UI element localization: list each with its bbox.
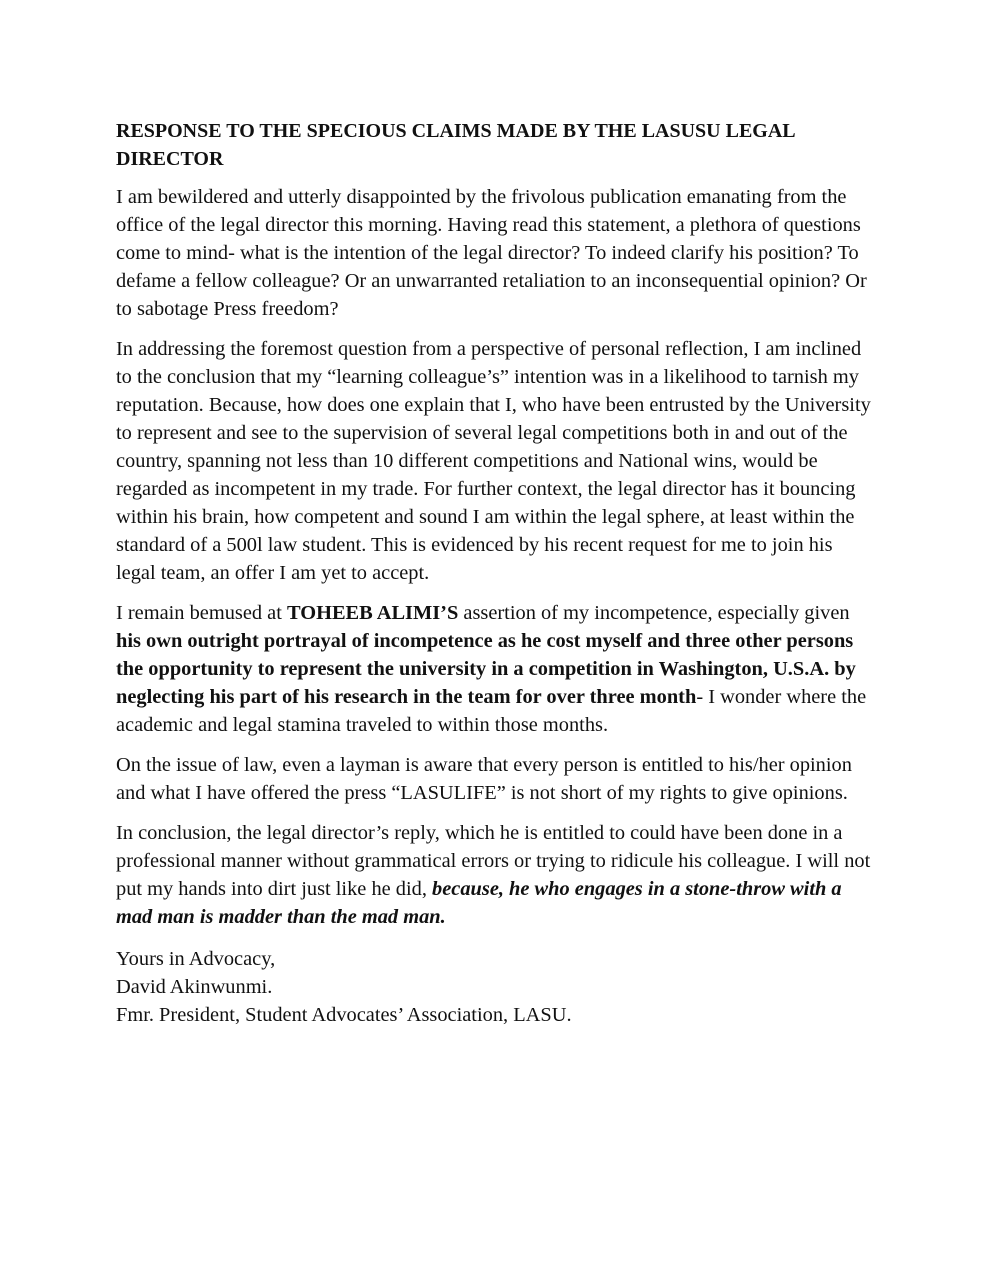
bold-name: TOHEEB ALIMI’S [287,602,459,624]
bold-accusation: his own outright portrayal of incompetence as he cost myself and three other persons the opportunity to represent the university in a competition in Washington, U.S.A. by neglecting his part of his research in the team for over three month [116,630,856,708]
document-title: RESPONSE TO THE SPECIOUS CLAIMS MADE BY THE LASUSU LEGAL DIRECTOR [116,120,795,170]
paragraph-conclusion [116,819,876,931]
paragraph-conclusion-text: In conclusion, the legal director’s reply, which he is entitled to could have been done in a professional manner without grammatical errors or trying to ridicule his colleague. I will not put my hands into dirt just like he did, [116,822,871,900]
paragraph-incompetence [116,599,876,739]
paragraph-intro: I am bewildered and utterly disappointed by the frivolous publication emanating from the office of the legal director this morning. Having read this statement, a plethora of questions come to mind- what is the intention of the legal director? To indeed clarify his position? To defame a fellow colleague? Or an unwarranted retaliation to an inconsequential opinion? Or to sabotage Press freedom? [116,186,867,320]
signoff-closing: Yours in Advocacy, [116,948,276,970]
paragraph-incompetence-text-c: assertion of my incompetence, especially given [458,602,850,624]
paragraph-incompetence-text-e: - I wonder where the academic and legal stamina traveled to within those months. [116,686,867,736]
signoff-name: David Akinwunmi. [116,976,273,998]
paragraph-incompetence-text-a: I remain bemused at [116,602,287,624]
signoff-block [116,945,876,1029]
bold-italic-proverb: because, he who engages in a stone-throw with a mad man is madder than the mad man. [116,878,842,928]
document-page [116,117,876,1029]
signoff-position: Fmr. President, Student Advocates’ Association, LASU. [116,1004,572,1026]
paragraph-reflection: In addressing the foremost question from a perspective of personal reflection, I am inclined to the conclusion that my “learning colleague’s” intention was in a likelihood to tarnish my reputation. Because, how does one explain that I, who have been entrusted by the University to represent and see to the supervision of several legal competitions both in and out of the country, spanning not less than 10 different competitions and National wins, would be regarded as incompetent in my trade. For further context, the legal director has it bouncing within his brain, how competent and sound I am within the legal sphere, at least within the standard of a 500l law student. This is evidenced by his recent request for me to join his legal team, an offer I am yet to accept. [116,338,871,584]
paragraph-law: On the issue of law, even a layman is aware that every person is entitled to his/her opinion and what I have offered the press “LASULIFE” is not short of my rights to give opinions. [116,754,852,804]
